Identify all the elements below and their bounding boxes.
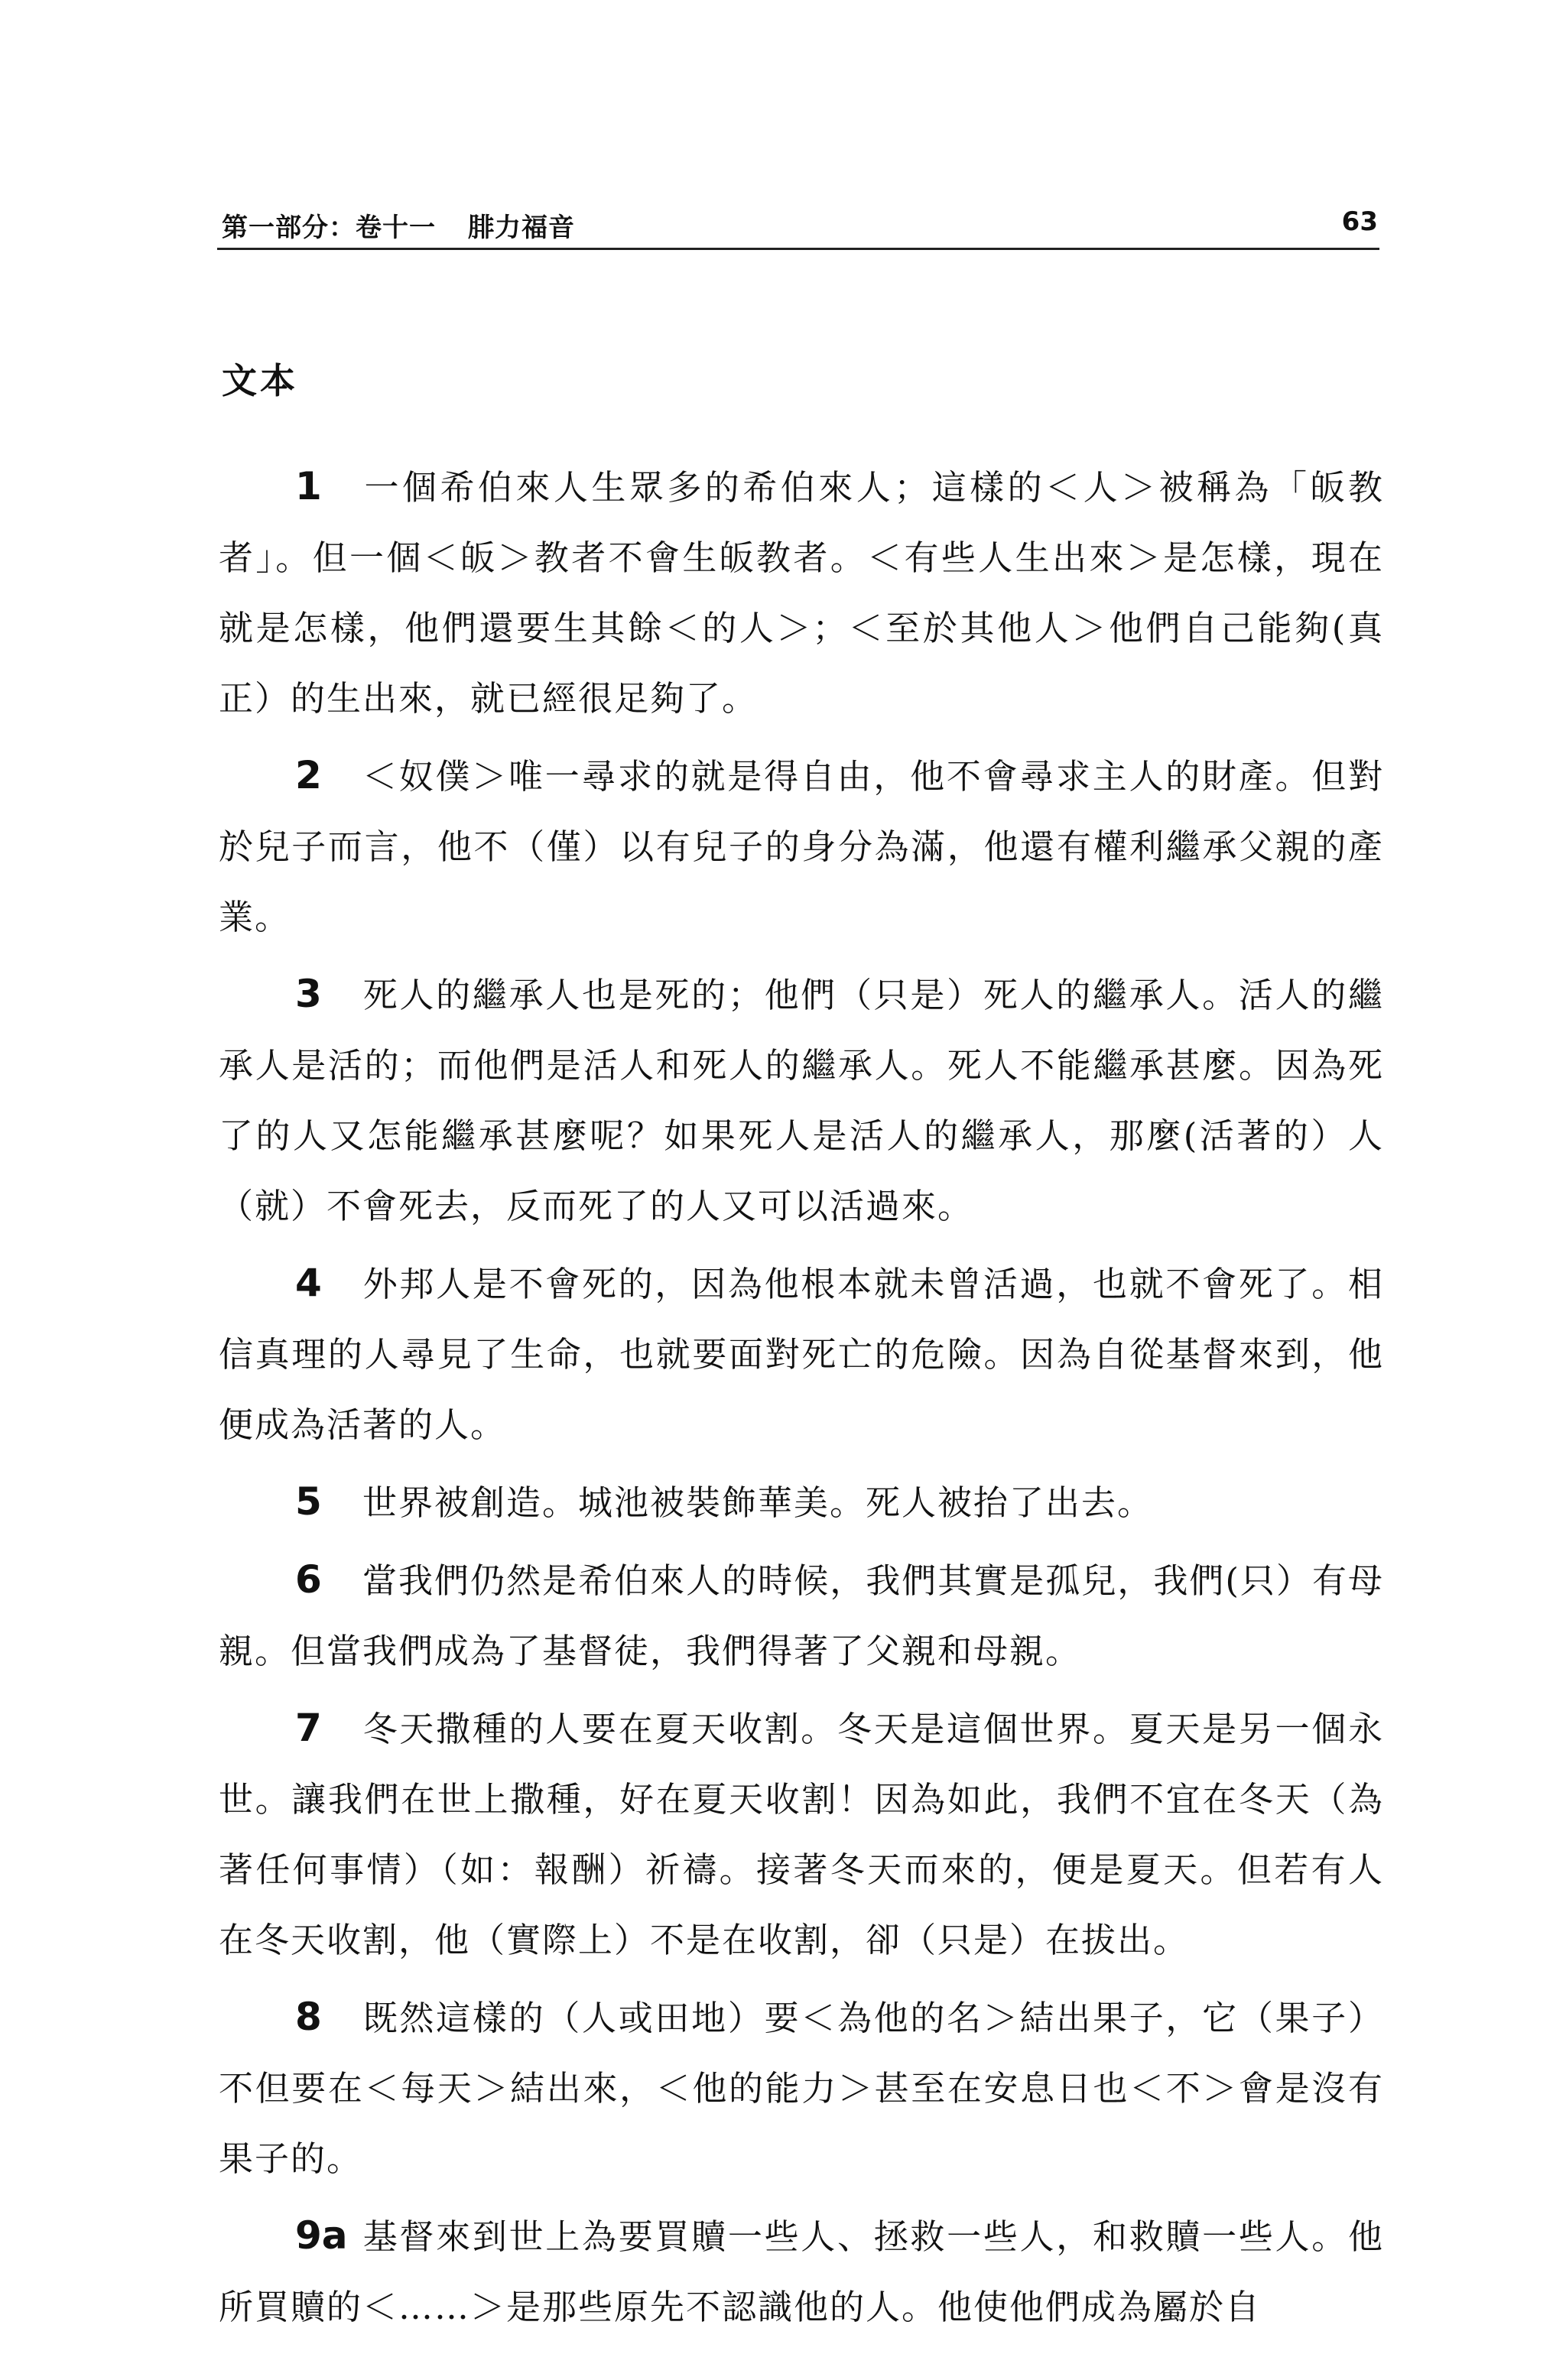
verse-text: 當我們仍然是希伯來人的時候，我們其實是孤兒，我們(只）有母親。但當我們成為了基督徒，我們得著了父親和母親。 (219, 1560, 1384, 1671)
verse-number: 3 (295, 972, 322, 1016)
verse-number: 6 (295, 1557, 322, 1602)
verse-3 (219, 959, 1384, 1242)
verse-7 (219, 1693, 1384, 1976)
verse-text: 世界被創造。城池被裝飾華美。死人被抬了出去。 (362, 1482, 1154, 1523)
verse-text: 一個希伯來人生眾多的希伯來人；這樣的＜人＞被稱為「皈教者」。但一個＜皈＞教者不會生皈教者。＜有些人生出來＞是怎樣，現在就是怎樣，他們還要生其餘＜的人＞；＜至於其他人＞他們自己能夠(真正）的生出來，就已經很足夠了。 (219, 467, 1384, 719)
verse-text: 死人的繼承人也是死的；他們（只是）死人的繼承人。活人的繼承人是活的；而他們是活人和死人的繼承人。死人不能繼承甚麼。因為死了的人又怎能繼承甚麼呢？如果死人是活人的繼承人，那麼(活著的）人（就）不會死去，反而死了的人又可以活過來。 (219, 975, 1384, 1226)
verse-6 (219, 1544, 1384, 1687)
verse-number: 4 (295, 1261, 322, 1305)
verse-number: 7 (295, 1706, 322, 1750)
verse-4 (219, 1248, 1384, 1460)
verse-number: 1 (295, 464, 322, 508)
verse-8 (219, 1982, 1384, 2194)
page-number: 63 (1341, 206, 1378, 237)
verse-number: 2 (295, 753, 322, 797)
running-header (217, 200, 1379, 250)
section-heading: 文本 (222, 360, 298, 401)
verse-number: 8 (295, 1995, 322, 2039)
verse-1 (219, 451, 1384, 734)
verse-number: 9a (295, 2213, 348, 2258)
text-body (219, 451, 1384, 2349)
header-part-label: 第一部分：卷十一 (222, 213, 436, 243)
header-title (222, 206, 575, 244)
verse-text: 既然這樣的（人或田地）要＜為他的名＞結出果子，它（果子）不但要在＜每天＞結出來，＜他的能力＞甚至在安息日也＜不＞會是沒有果子的。 (219, 1998, 1384, 2179)
verse-5 (219, 1466, 1384, 1538)
verse-text: ＜奴僕＞唯一尋求的就是得自由，他不會尋求主人的財產。但對於兒子而言，他不（僅）以有兒子的身分為滿，他還有權利繼承父親的產業。 (219, 756, 1384, 937)
verse-9a (219, 2200, 1384, 2343)
verse-text: 基督來到世上為要買贖一些人、拯救一些人，和救贖一些人。他所買贖的＜……＞是那些原先不認識他的人。他使他們成為屬於自 (219, 2216, 1384, 2327)
verse-2 (219, 740, 1384, 953)
verse-number: 5 (295, 1479, 322, 1524)
verse-text: 冬天撒種的人要在夏天收割。冬天是這個世界。夏天是另一個永世。讓我們在世上撒種，好在夏天收割！因為如此，我們不宜在冬天（為著任何事情）（如：報酬）祈禱。接著冬天而來的，便是夏天。但若有人在冬天收割，他（實際上）不是在收割，卻（只是）在拔出。 (219, 1709, 1384, 1960)
verse-text: 外邦人是不會死的，因為他根本就未曾活過，也就不會死了。相信真理的人尋見了生命，也就要面對死亡的危險。因為自從基督來到，他便成為活著的人。 (219, 1264, 1384, 1445)
header-book-title: 腓力福音 (468, 213, 575, 243)
